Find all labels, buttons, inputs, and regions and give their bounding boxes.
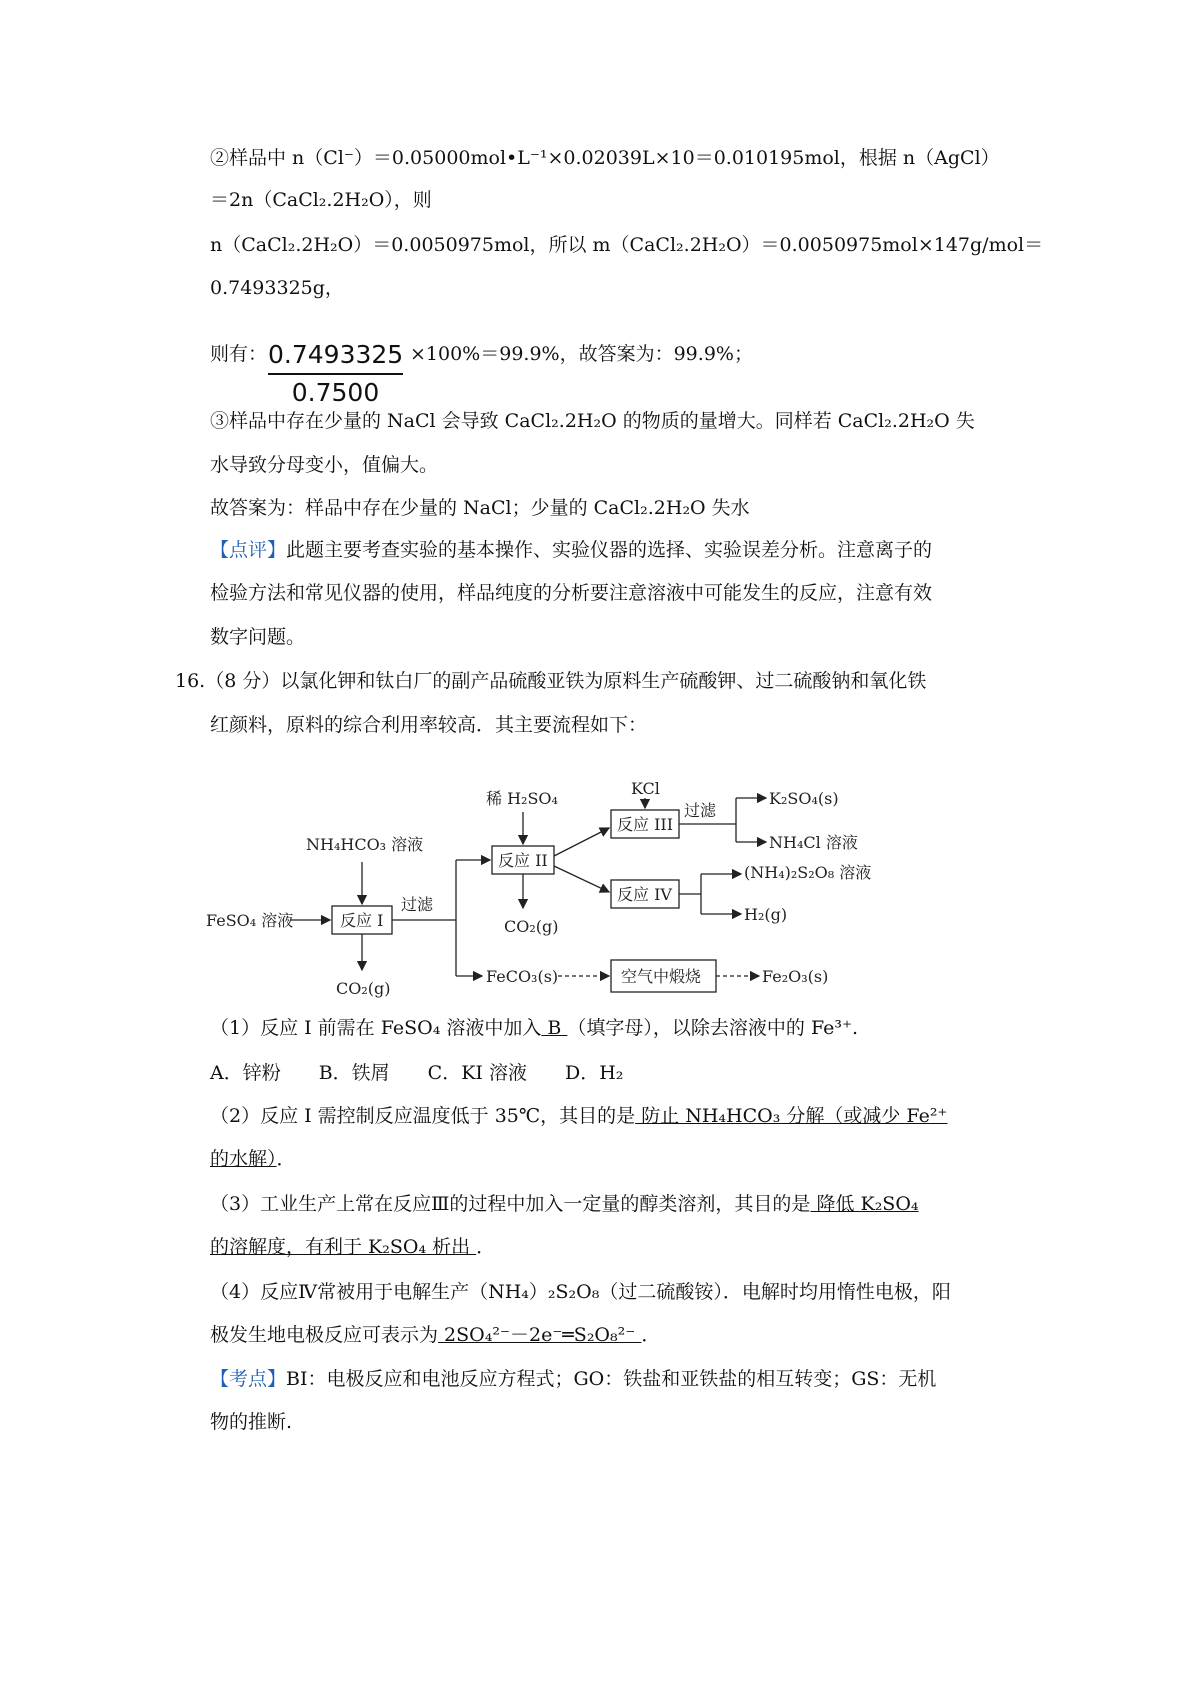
process-flow-diagram xyxy=(206,780,906,1005)
knowledge-point-text-1: BI：电极反应和电池反应方程式；GO：铁盐和亚铁盐的相互转变；GS：无机 xyxy=(286,1368,937,1390)
part-1 xyxy=(210,1015,858,1041)
comment-line-3: 数字问题。 xyxy=(210,626,306,648)
flow-kcl-label: KCl xyxy=(631,780,660,798)
flow-filter-2-label: 过滤 xyxy=(684,801,717,820)
part-2-answer-1: 防止 NH₄HCO₃ 分解（或减少 Fe²⁺ xyxy=(635,1105,948,1127)
part-4-answer: 2SO₄²⁻－2e⁻═S₂O₈²⁻ xyxy=(438,1324,642,1346)
part-2-line-1 xyxy=(210,1103,947,1129)
solution-line-8: 故答案为：样品中存在少量的 NaCl；少量的 CaCl₂.2H₂O 失水 xyxy=(210,497,750,519)
knowledge-point-tag: 【考点】 xyxy=(210,1368,287,1390)
solution-line-2: ＝2n（CaCl₂.2H₂O），则 xyxy=(210,189,432,211)
flow-h2-label: H₂(g) xyxy=(744,905,788,924)
knowledge-point-line-2: 物的推断. xyxy=(210,1411,293,1433)
fraction-denominator: 0.7500 xyxy=(291,378,380,407)
flow-feso4-label: FeSO₄ 溶液 xyxy=(206,911,294,930)
comment-line-1 xyxy=(210,537,932,563)
flow-reaction-1-label: 反应 I xyxy=(340,911,384,930)
part-1-answer: B xyxy=(541,1017,568,1039)
flow-feco3-label: FeCO₃(s) xyxy=(486,967,559,986)
question-16-line-1 xyxy=(175,668,926,694)
flow-co2-1-label: CO₂(g) xyxy=(336,979,391,998)
part-4-prefix: 极发生地电极反应可表示为 xyxy=(210,1324,439,1346)
part-1-options: A．锌粉 B．铁屑 C．KI 溶液 D．H₂ xyxy=(210,1062,624,1084)
question-stem-1: （8 分）以氯化钾和钛白厂的副产品硫酸亚铁为原料生产硫酸钾、过二硫酸钠和氧化铁 xyxy=(205,670,927,692)
flow-reaction-3-label: 反应 III xyxy=(617,815,674,834)
flow-h2so4-label: 稀 H₂SO₄ xyxy=(486,789,558,808)
part-2-line-2 xyxy=(210,1146,296,1172)
comment-line-2: 检验方法和常见仪器的使用，样品纯度的分析要注意溶液中可能发生的反应，注意有效 xyxy=(210,582,933,604)
part-3-line-1 xyxy=(210,1191,919,1217)
part-2-prefix: （2）反应 I 需控制反应温度低于 35℃，其目的是 xyxy=(210,1105,636,1127)
flow-nh4cl-label: NH₄Cl 溶液 xyxy=(769,833,858,852)
solution-line-5-suffix: ×100%＝99.9%，故答案为：99.9%； xyxy=(410,343,753,365)
flow-fe2o3-label: Fe₂O₃(s) xyxy=(762,967,829,986)
part-3-answer-2: 的溶解度，有利于 K₂SO₄ 析出 xyxy=(210,1236,477,1258)
part-3-suffix: ． xyxy=(476,1236,496,1258)
part-4-line-1: （4）反应Ⅳ常被用于电解生产（NH₄）₂S₂O₈（过二硫酸铵）．电解时均用惰性电极，阳 xyxy=(210,1281,951,1303)
flow-reaction-2-label: 反应 II xyxy=(498,851,548,870)
question-stem-2: 红颜料，原料的综合利用率较高．其主要流程如下： xyxy=(210,714,648,736)
part-1-suffix: （填字母），以除去溶液中的 Fe³⁺. xyxy=(567,1017,859,1039)
fraction-bar xyxy=(268,373,403,375)
knowledge-point-line-1 xyxy=(210,1366,936,1392)
flow-reaction-4-label: 反应 IV xyxy=(617,885,672,904)
fraction xyxy=(268,340,403,408)
part-4-suffix: ． xyxy=(641,1324,661,1346)
part-3-prefix: （3）工业生产上常在反应Ⅲ的过程中加入一定量的醇类溶剂，其目的是 xyxy=(210,1193,811,1215)
solution-line-5-prefix: 则有： xyxy=(210,343,268,365)
fraction-numerator: 0.7493325 xyxy=(268,340,404,369)
flow-filter-1-label: 过滤 xyxy=(401,895,434,914)
solution-line-6: ③样品中存在少量的 NaCl 会导致 CaCl₂.2H₂O 的物质的量增大。同样若 CaCl₂.2H₂O 失 xyxy=(210,410,975,432)
part-2-answer-2: 的水解） xyxy=(210,1148,277,1170)
flow-calcine-label: 空气中煅烧 xyxy=(621,967,702,986)
flow-k2so4-label: K₂SO₄(s) xyxy=(769,789,839,808)
question-number: 16. xyxy=(175,670,206,692)
comment-text-1: 此题主要考查实验的基本操作、实验仪器的选择、实验误差分析。注意离子的 xyxy=(286,539,933,561)
comment-tag: 【点评】 xyxy=(210,539,287,561)
part-3-line-2 xyxy=(210,1234,495,1260)
solution-line-4: 0.7493325g， xyxy=(210,277,344,299)
part-2-suffix: ． xyxy=(276,1148,296,1170)
flow-nh4s2o8-label: (NH₄)₂S₂O₈ 溶液 xyxy=(744,863,872,882)
flow-co2-2-label: CO₂(g) xyxy=(504,917,559,936)
part-3-answer-1: 降低 K₂SO₄ xyxy=(810,1193,919,1215)
part-1-prefix: （1）反应 I 前需在 FeSO₄ 溶液中加入 xyxy=(210,1017,542,1039)
solution-line-3: n（CaCl₂.2H₂O）＝0.0050975mol，所以 m（CaCl₂.2H₂O）＝0.0050975mol×147g/mol＝ xyxy=(210,234,1044,256)
solution-line-1: ②样品中 n（Cl⁻）＝0.05000mol•L⁻¹×0.02039L×10＝0.010195mol，根据 n（AgCl） xyxy=(210,147,1000,169)
flow-nh4hco3-label: NH₄HCO₃ 溶液 xyxy=(306,835,424,854)
solution-line-7: 水导致分母变小，值偏大。 xyxy=(210,454,439,476)
part-4-line-2 xyxy=(210,1322,660,1348)
